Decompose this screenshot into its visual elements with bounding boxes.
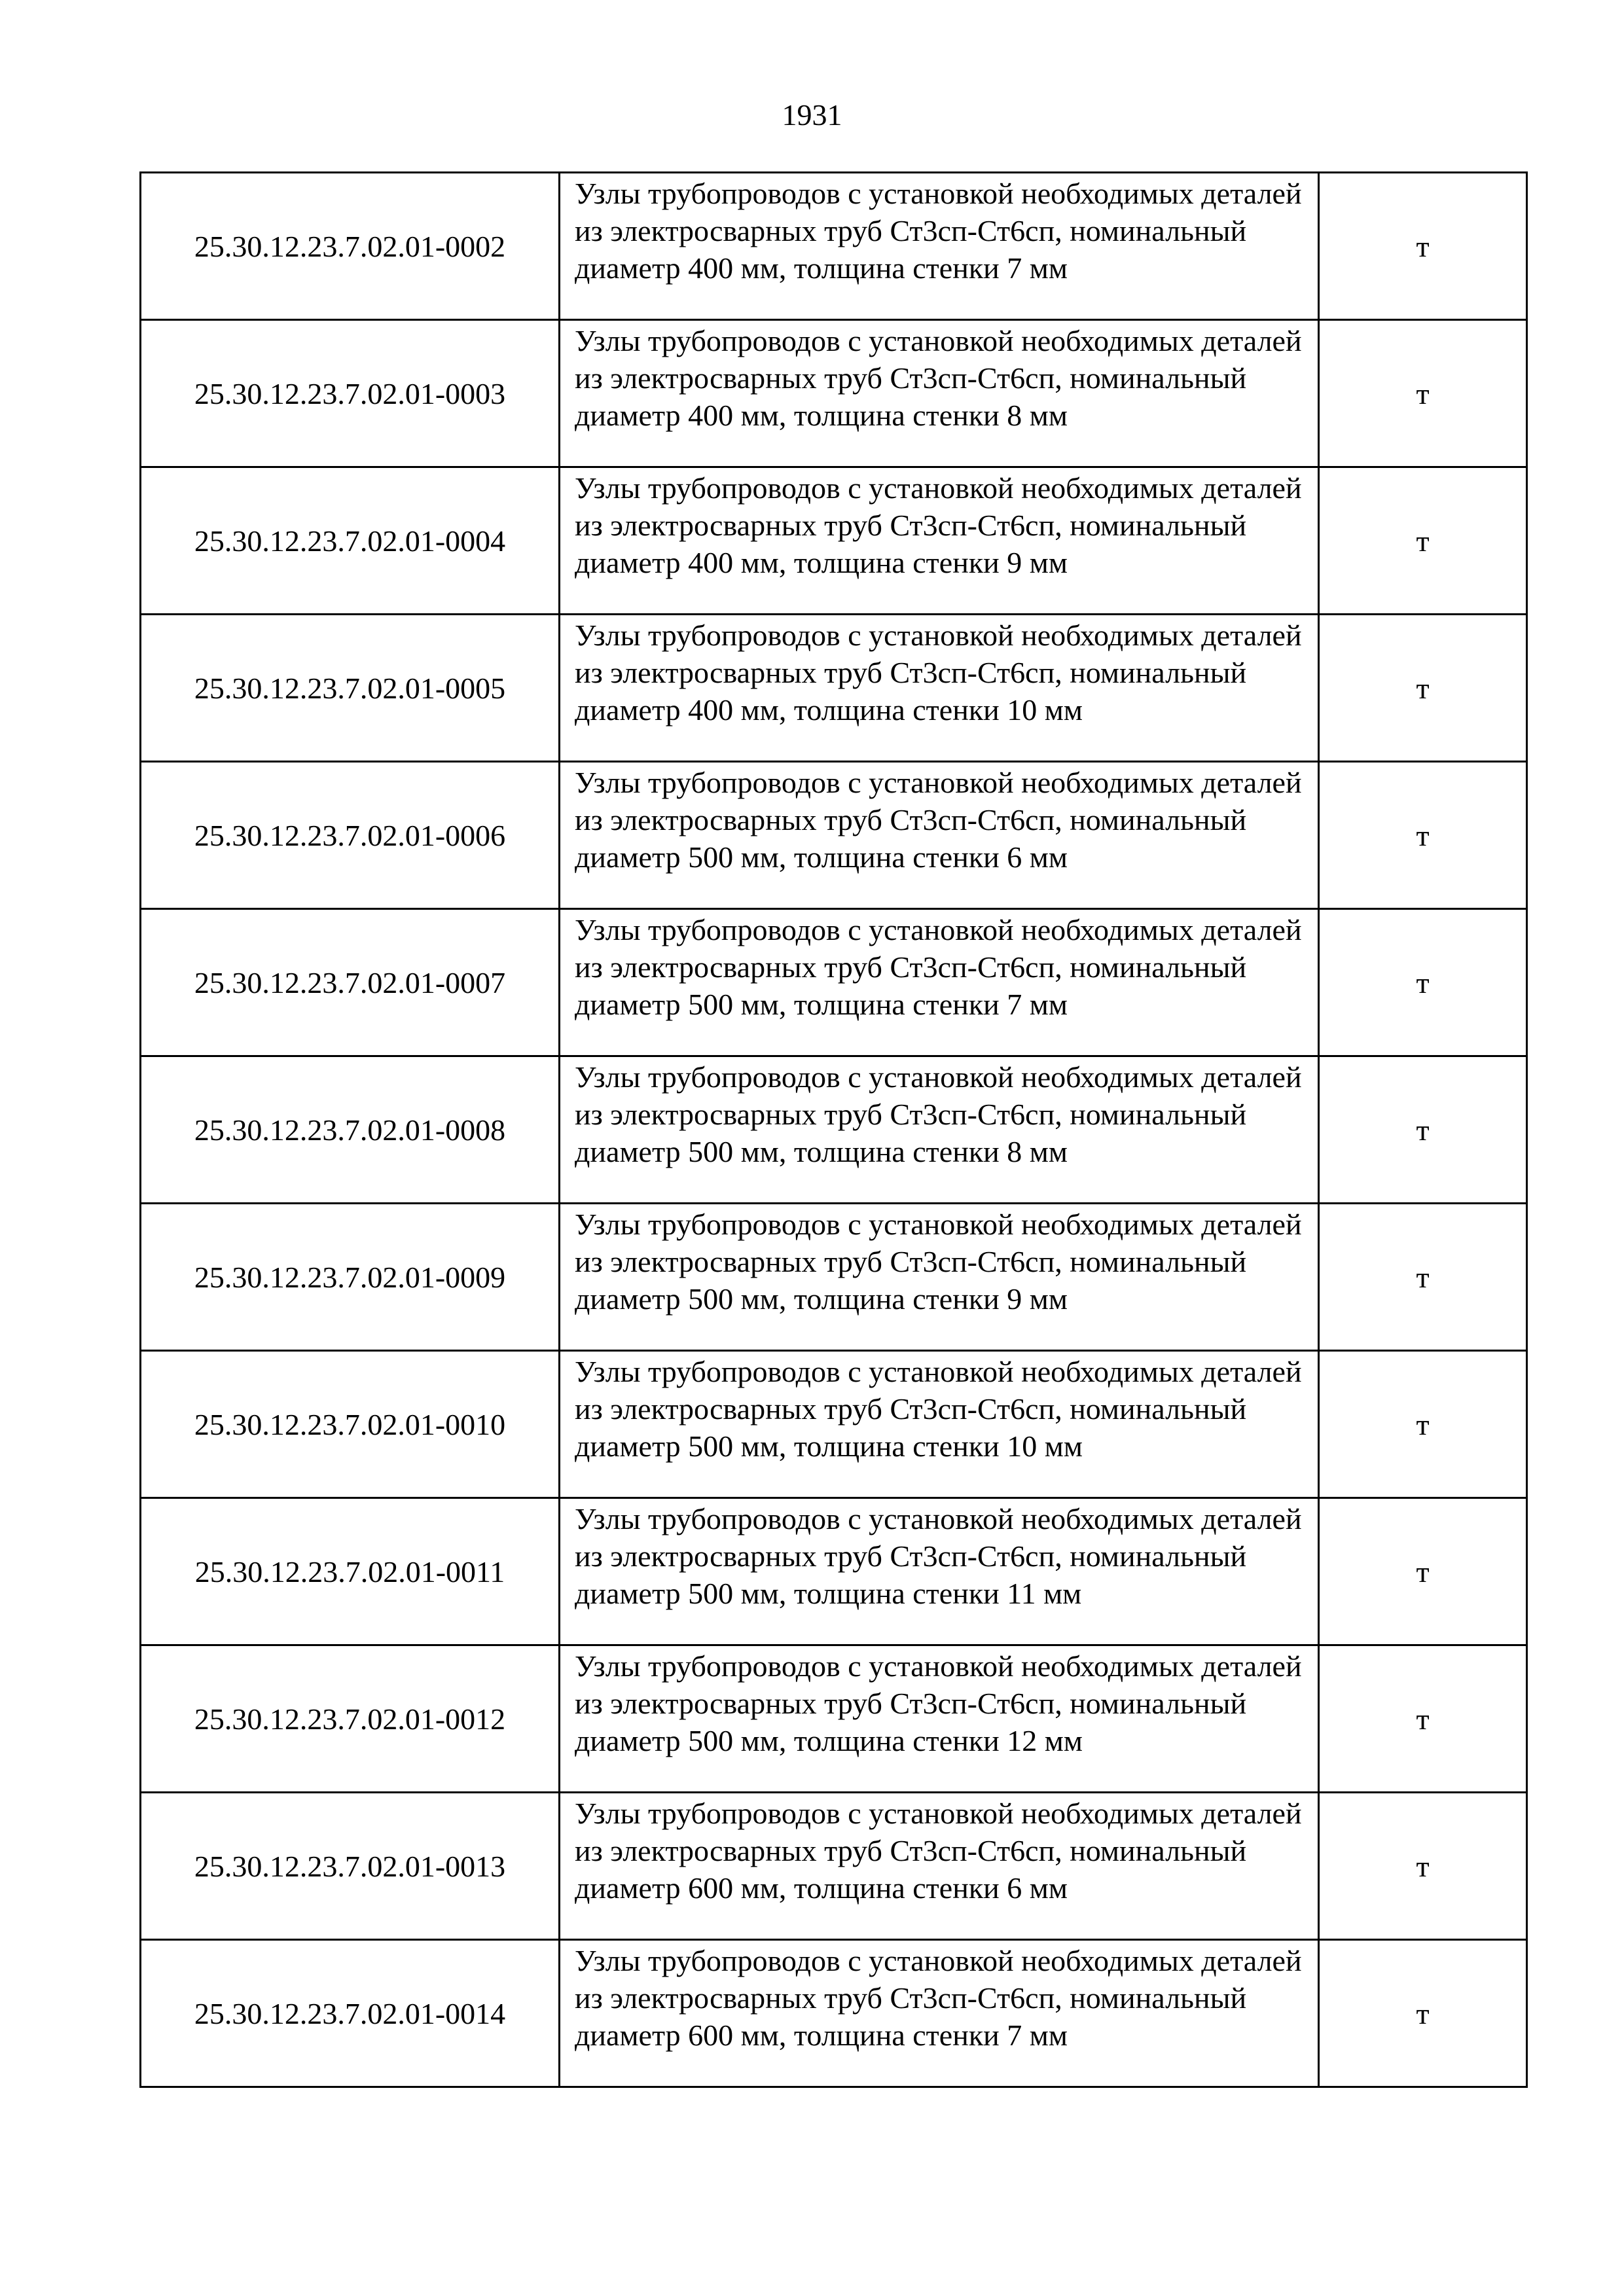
unit-cell: т — [1319, 467, 1527, 615]
description-cell: Узлы трубопроводов с установкой необходимых деталей из электросварных труб Ст3сп-Ст6сп, номинальный диаметр 600 мм, толщина стенки 6 мм — [560, 1793, 1319, 1940]
code-cell: 25.30.12.23.7.02.01-0002 — [141, 173, 560, 320]
code-cell: 25.30.12.23.7.02.01-0004 — [141, 467, 560, 615]
table-row — [141, 1940, 1527, 2087]
resource-table — [139, 171, 1528, 2088]
description-cell: Узлы трубопроводов с установкой необходимых деталей из электросварных труб Ст3сп-Ст6сп, номинальный диаметр 600 мм, толщина стенки 7 мм — [560, 1940, 1319, 2087]
page-number: 1931 — [782, 98, 842, 132]
code-cell: 25.30.12.23.7.02.01-0003 — [141, 320, 560, 467]
description-cell: Узлы трубопроводов с установкой необходимых деталей из электросварных труб Ст3сп-Ст6сп, номинальный диаметр 400 мм, толщина стенки 9 мм — [560, 467, 1319, 615]
description-cell: Узлы трубопроводов с установкой необходимых деталей из электросварных труб Ст3сп-Ст6сп, номинальный диаметр 500 мм, толщина стенки 9 мм — [560, 1204, 1319, 1351]
unit-cell: т — [1319, 1204, 1527, 1351]
unit-cell: т — [1319, 909, 1527, 1056]
description-cell: Узлы трубопроводов с установкой необходимых деталей из электросварных труб Ст3сп-Ст6сп, номинальный диаметр 500 мм, толщина стенки 6 мм — [560, 762, 1319, 909]
code-cell: 25.30.12.23.7.02.01-0008 — [141, 1056, 560, 1204]
table-row — [141, 320, 1527, 467]
table-row — [141, 1351, 1527, 1498]
table-row — [141, 1645, 1527, 1793]
code-cell: 25.30.12.23.7.02.01-0007 — [141, 909, 560, 1056]
code-cell: 25.30.12.23.7.02.01-0009 — [141, 1204, 560, 1351]
description-cell: Узлы трубопроводов с установкой необходимых деталей из электросварных труб Ст3сп-Ст6сп, номинальный диаметр 500 мм, толщина стенки 8 мм — [560, 1056, 1319, 1204]
unit-cell: т — [1319, 1056, 1527, 1204]
code-cell: 25.30.12.23.7.02.01-0014 — [141, 1940, 560, 2087]
code-cell: 25.30.12.23.7.02.01-0005 — [141, 615, 560, 762]
unit-cell: т — [1319, 1498, 1527, 1645]
table-row — [141, 467, 1527, 615]
code-cell: 25.30.12.23.7.02.01-0013 — [141, 1793, 560, 1940]
table-row — [141, 173, 1527, 320]
description-cell: Узлы трубопроводов с установкой необходимых деталей из электросварных труб Ст3сп-Ст6сп, номинальный диаметр 400 мм, толщина стенки 8 мм — [560, 320, 1319, 467]
table-row — [141, 1793, 1527, 1940]
code-cell: 25.30.12.23.7.02.01-0012 — [141, 1645, 560, 1793]
code-cell: 25.30.12.23.7.02.01-0006 — [141, 762, 560, 909]
table-row — [141, 909, 1527, 1056]
unit-cell: т — [1319, 1645, 1527, 1793]
table-row — [141, 1056, 1527, 1204]
unit-cell: т — [1319, 615, 1527, 762]
unit-cell: т — [1319, 173, 1527, 320]
unit-cell: т — [1319, 762, 1527, 909]
code-cell: 25.30.12.23.7.02.01-0011 — [141, 1498, 560, 1645]
table-row — [141, 1204, 1527, 1351]
table-row — [141, 615, 1527, 762]
description-cell: Узлы трубопроводов с установкой необходимых деталей из электросварных труб Ст3сп-Ст6сп, номинальный диаметр 500 мм, толщина стенки 10 мм — [560, 1351, 1319, 1498]
table-row — [141, 762, 1527, 909]
unit-cell: т — [1319, 1793, 1527, 1940]
table-row — [141, 1498, 1527, 1645]
description-cell: Узлы трубопроводов с установкой необходимых деталей из электросварных труб Ст3сп-Ст6сп, номинальный диаметр 500 мм, толщина стенки 7 мм — [560, 909, 1319, 1056]
description-cell: Узлы трубопроводов с установкой необходимых деталей из электросварных труб Ст3сп-Ст6сп, номинальный диаметр 400 мм, толщина стенки 10 мм — [560, 615, 1319, 762]
unit-cell: т — [1319, 1940, 1527, 2087]
description-cell: Узлы трубопроводов с установкой необходимых деталей из электросварных труб Ст3сп-Ст6сп, номинальный диаметр 500 мм, толщина стенки 11 мм — [560, 1498, 1319, 1645]
description-cell: Узлы трубопроводов с установкой необходимых деталей из электросварных труб Ст3сп-Ст6сп, номинальный диаметр 400 мм, толщина стенки 7 мм — [560, 173, 1319, 320]
unit-cell: т — [1319, 1351, 1527, 1498]
code-cell: 25.30.12.23.7.02.01-0010 — [141, 1351, 560, 1498]
description-cell: Узлы трубопроводов с установкой необходимых деталей из электросварных труб Ст3сп-Ст6сп, номинальный диаметр 500 мм, толщина стенки 12 мм — [560, 1645, 1319, 1793]
unit-cell: т — [1319, 320, 1527, 467]
